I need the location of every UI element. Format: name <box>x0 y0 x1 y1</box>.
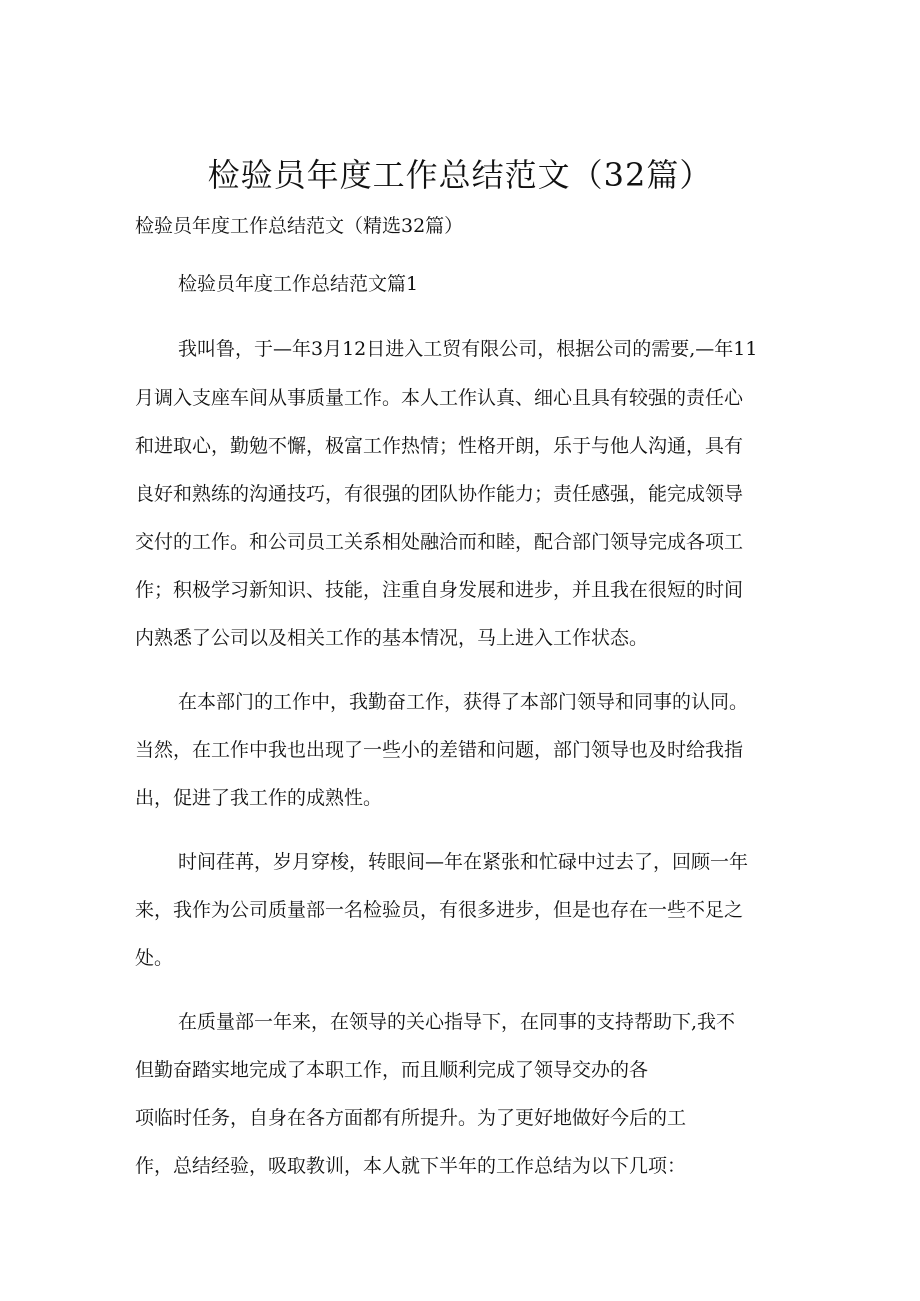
paragraph-line: 当然，在工作中我也出现了一些小的差错和问题，部门领导也及时给我指 <box>135 739 744 761</box>
paragraph-line: 月调入支座车间从事质量工作。本人工作认真、细心且具有较强的责任心 <box>135 387 744 409</box>
paragraph-line: 交付的工作。和公司员工关系相处融洽而和睦，配合部门领导完成各项工 <box>135 531 744 553</box>
paragraph-line: 和进取心，勤勉不懈，极富工作热情；性格开朗，乐于与他人沟通，具有 <box>135 435 744 457</box>
paragraph-line: 来，我作为公司质量部一名检验员，有很多进步，但是也存在一些不足之 <box>135 899 744 921</box>
paragraph-line: 在本部门的工作中，我勤奋工作，获得了本部门领导和同事的认同。 <box>178 691 749 713</box>
document-title: 检验员年度工作总结范文（32篇） <box>207 156 713 194</box>
paragraph-line: 作，总结经验，吸取教训，本人就下半年的工作总结为以下几项： <box>135 1155 687 1177</box>
paragraph-line: 我叫鲁，于—年3月12日进入工贸有限公司，根据公司的需要,—年11 <box>178 338 758 360</box>
paragraph-line: 出，促进了我工作的成熟性。 <box>135 787 383 809</box>
paragraph-line: 良好和熟练的沟通技巧，有很强的团队协作能力；责任感强，能完成领导 <box>135 483 744 505</box>
paragraph-line: 时间荏苒，岁月穿梭，转眼间—年在紧张和忙碌中过去了，回顾一年 <box>178 851 749 873</box>
document-subtitle: 检验员年度工作总结范文（精选32篇） <box>135 215 464 237</box>
section-heading: 检验员年度工作总结范文篇1 <box>178 273 419 295</box>
paragraph-line: 作；积极学习新知识、技能，注重自身发展和进步，并且我在很短的时间 <box>135 579 744 601</box>
paragraph-line: 内熟悉了公司以及相关工作的基本情况，马上进入工作状态。 <box>135 627 649 649</box>
paragraph-line: 在质量部一年来，在领导的关心指导下，在同事的支持帮助下,我不 <box>178 1011 736 1033</box>
paragraph-line: 但勤奋踏实地完成了本职工作，而且顺利完成了领导交办的各 <box>135 1059 649 1081</box>
paragraph-line: 项临时任务，自身在各方面都有所提升。为了更好地做好今后的工 <box>135 1107 687 1129</box>
paragraph-line: 处。 <box>135 947 174 969</box>
